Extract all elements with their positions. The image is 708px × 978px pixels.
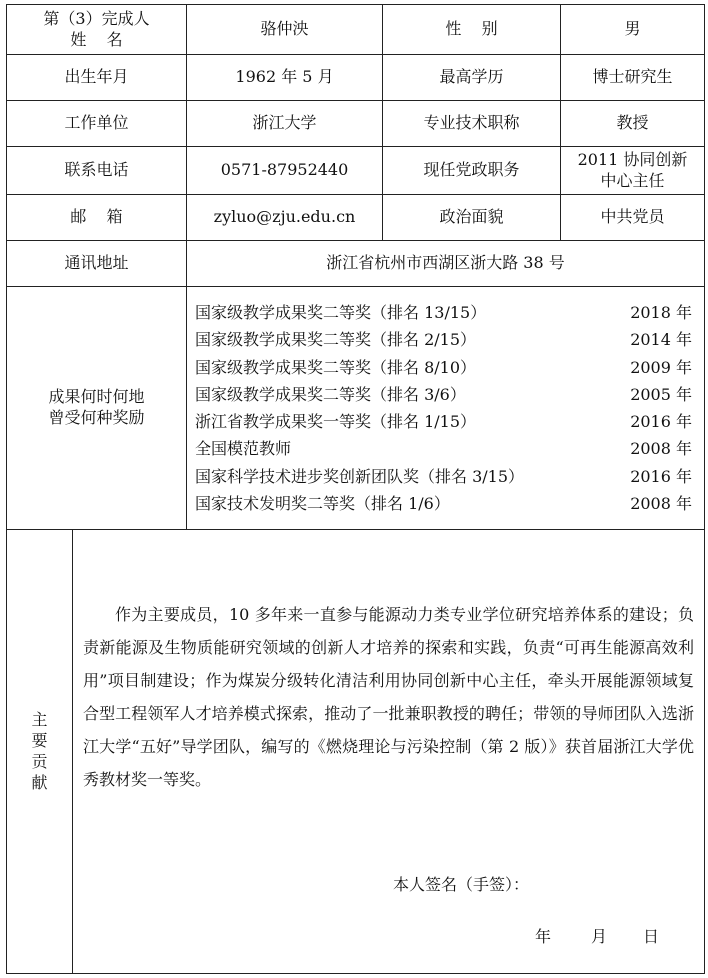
birth-label: 出生年月 — [7, 55, 187, 101]
title-label: 专业技术职称 — [383, 101, 561, 147]
phone-value: 0571-87952440 — [187, 147, 383, 195]
date-day-label: 日 — [643, 927, 660, 947]
awards-label-line2: 曾受何种奖励 — [48, 408, 145, 428]
award-year: 2016 年 — [630, 412, 692, 432]
award-item — [195, 354, 692, 381]
workplace-label: 工作单位 — [7, 101, 187, 147]
award-year: 2005 年 — [630, 384, 692, 404]
award-name: 国家科学技术进步奖创新团队奖（排名 3/15） — [195, 466, 525, 486]
contribution-label-char: 献 — [31, 772, 48, 792]
award-name: 国家级教学成果奖二等奖（排名 13/15） — [195, 303, 487, 322]
award-item — [195, 435, 692, 462]
award-name: 国家技术发明奖二等奖（排名 1/6） — [195, 494, 450, 514]
award-year: 2008 年 — [630, 439, 692, 459]
political-label: 政治面貌 — [383, 195, 561, 241]
contribution-label-char: 要 — [31, 731, 48, 751]
award-item — [195, 326, 692, 353]
awards-label-line1: 成果何时何地 — [48, 387, 145, 407]
name-label-cell — [7, 5, 187, 55]
awards-label-cell — [7, 287, 187, 530]
contribution-label-cell — [7, 530, 73, 974]
award-name: 国家级教学成果奖二等奖（排名 8/10） — [195, 357, 477, 377]
address-label: 通讯地址 — [7, 241, 187, 287]
date-month-label: 月 — [591, 927, 608, 947]
birth-value: 1962 年 5 月 — [187, 55, 383, 101]
award-name: 国家级教学成果奖二等奖（排名 3/6） — [195, 384, 466, 404]
email-value: zyluo@zju.edu.cn — [187, 195, 383, 241]
award-name: 全国模范教师 — [195, 439, 292, 459]
education-label: 最高学历 — [383, 55, 561, 101]
award-name: 浙江省教学成果奖一等奖（排名 1/15） — [195, 412, 477, 432]
gender-label: 性 别 — [383, 5, 561, 55]
award-name: 国家级教学成果奖二等奖（排名 2/15） — [195, 330, 477, 350]
award-year: 2009 年 — [630, 357, 692, 377]
education-value: 博士研究生 — [561, 55, 705, 101]
award-item — [195, 490, 692, 517]
award-item — [195, 381, 692, 408]
award-item — [195, 463, 692, 490]
name-value: 骆仲泱 — [187, 5, 383, 55]
row-phone — [7, 147, 705, 195]
row-name — [7, 5, 705, 55]
row-workplace — [7, 101, 705, 147]
row-address — [7, 241, 705, 287]
row-awards — [7, 287, 705, 530]
address-value: 浙江省杭州市西湖区浙大路 38 号 — [187, 241, 705, 287]
gender-value: 男 — [561, 5, 705, 55]
title-value: 教授 — [561, 101, 705, 147]
row-contribution — [7, 530, 705, 974]
date-year-label: 年 — [535, 927, 552, 947]
email-label: 邮 箱 — [7, 195, 187, 241]
contribution-label-char: 主 — [31, 710, 48, 730]
signature-label: 本人签名（手签）： — [393, 875, 530, 895]
name-label-line1: 第（3）完成人 — [43, 8, 150, 28]
award-year: 2018 年 — [630, 303, 692, 322]
name-label-line2: 姓 名 — [70, 29, 123, 49]
contribution-text: 作为主要成员，10 多年来一直参与能源动力类专业学位研究培养体系的建设；负责新能源及生物质能研究领域的创新人才培养的探索和实践，负责“可再生能源高效利用”项目制建设；作为煤炭分级转化清洁利用协同创新中心主任，牵头开展能源领域复合型工程领军人才培养模式探索，推动了一批兼职教授的聘任；带领的导师团队入选浙江大学“五好”导学团队，编写的《燃烧理论与污染控制（第 2 版）》获首届浙江大学优秀教材奖一等奖。 — [83, 605, 694, 790]
personal-info-table — [6, 4, 705, 974]
phone-label: 联系电话 — [7, 147, 187, 195]
award-item — [195, 299, 692, 326]
workplace-value: 浙江大学 — [187, 101, 383, 147]
row-birth — [7, 55, 705, 101]
award-year: 2016 年 — [630, 466, 692, 486]
contribution-label-char: 贡 — [31, 751, 48, 771]
award-year: 2008 年 — [630, 494, 692, 514]
row-email — [7, 195, 705, 241]
signature-date — [535, 927, 659, 948]
contribution-content — [73, 530, 705, 974]
party-post-label: 现任党政职务 — [383, 147, 561, 195]
award-item — [195, 408, 692, 435]
party-post-value-line1: 2011 协同创新 — [577, 149, 688, 169]
awards-list — [187, 287, 705, 530]
political-value: 中共党员 — [561, 195, 705, 241]
award-year: 2014 年 — [630, 330, 692, 350]
party-post-value-cell — [561, 147, 705, 195]
party-post-value-line2: 中心主任 — [600, 170, 665, 190]
